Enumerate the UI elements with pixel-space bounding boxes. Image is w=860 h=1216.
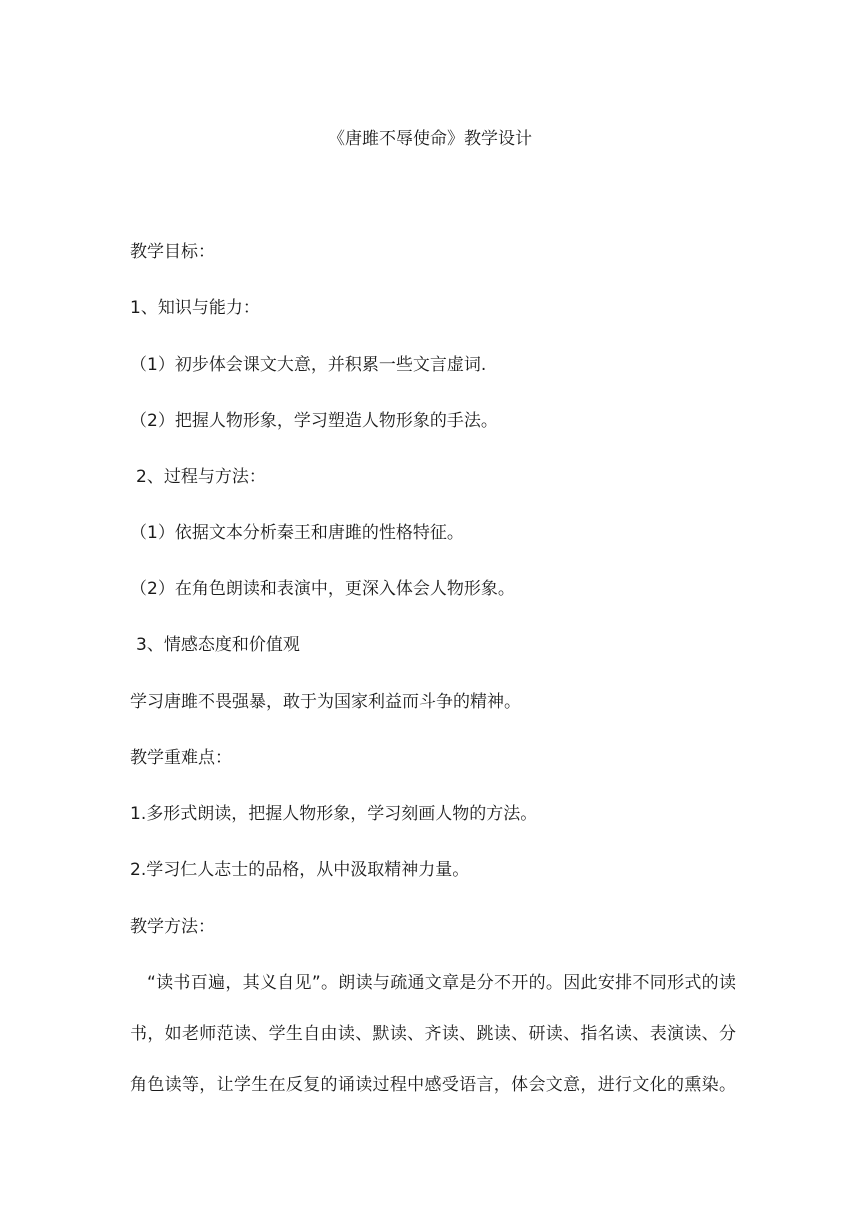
heading-teaching-methods: 教学方法： xyxy=(130,917,215,937)
paragraph-line: 角色读等，让学生在反复的诵读过程中感受语言，体会文意，进行文化的熏染。 xyxy=(130,1075,736,1095)
subheading-emotion-values: 3、情感态度和价值观 xyxy=(136,635,300,655)
goal-item: （1）依据文本分析秦王和唐雎的性格特征。 xyxy=(130,523,464,543)
heading-key-difficulties: 教学重难点： xyxy=(130,748,232,768)
goal-item: （1）初步体会课文大意，并积累一些文言虚词. xyxy=(130,355,487,375)
paragraph-line: 书，如老师范读、学生自由读、默读、齐读、跳读、研读、指名读、表演读、分 xyxy=(130,1024,736,1044)
goal-item: （2）把握人物形象，学习塑造人物形象的手法。 xyxy=(130,411,498,431)
document-title: 《唐雎不辱使命》教学设计 xyxy=(328,129,532,149)
paragraph-line: “读书百遍，其义自见”。朗读与疏通文章是分不开的。因此安排不同形式的读 xyxy=(147,973,736,993)
key-point-item: 1.多形式朗读，把握人物形象，学习刻画人物的方法。 xyxy=(130,804,538,824)
heading-teaching-goals: 教学目标： xyxy=(130,242,215,262)
subheading-knowledge-ability: 1、知识与能力： xyxy=(130,298,260,318)
goal-item: （2）在角色朗读和表演中，更深入体会人物形象。 xyxy=(130,579,515,599)
subheading-process-method: 2、过程与方法： xyxy=(136,467,266,487)
teaching-methods-paragraph xyxy=(130,969,736,1099)
key-point-item: 2.学习仁人志士的品格，从中汲取精神力量。 xyxy=(130,860,470,880)
goal-item: 学习唐雎不畏强暴，敢于为国家利益而斗争的精神。 xyxy=(130,692,521,712)
